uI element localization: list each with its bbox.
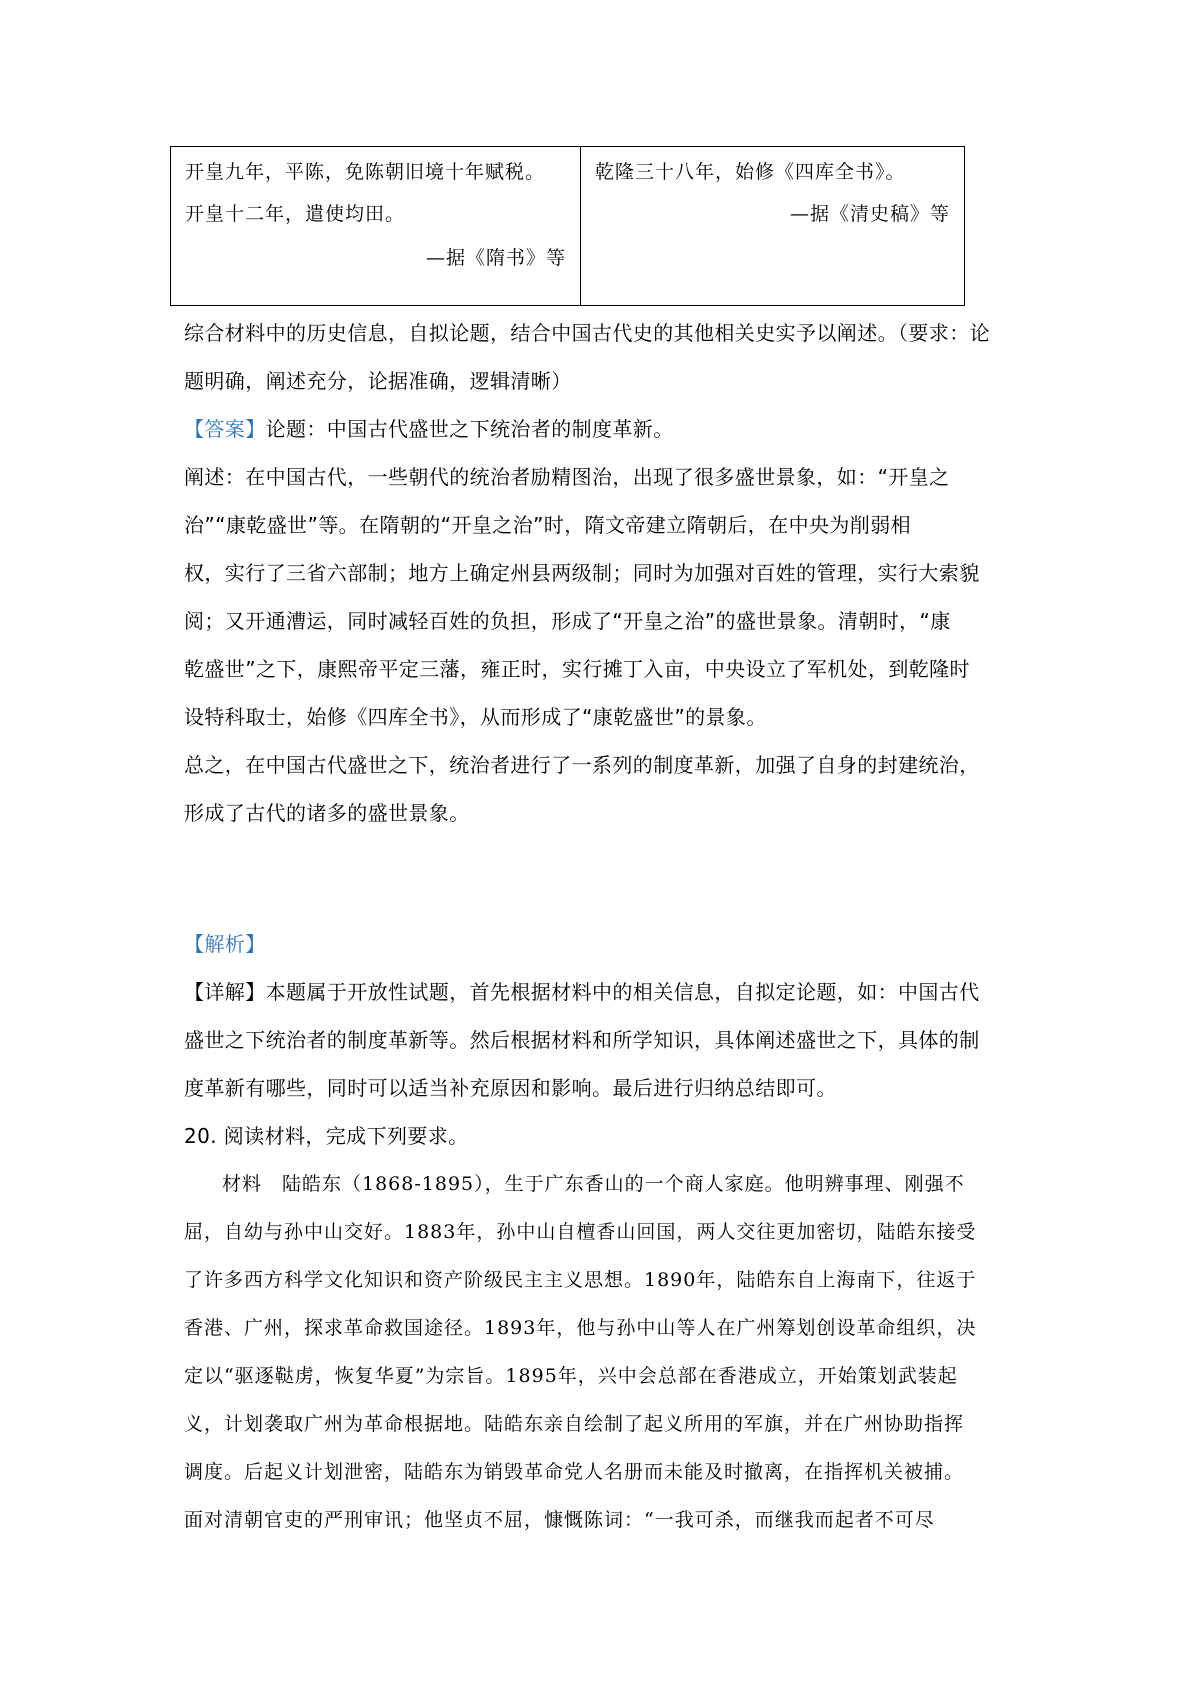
q20-material-line: 了许多西方科学文化知识和资产阶级民主主义思想。1890年，陆皓东自上海南下，往返于 xyxy=(184,1269,977,1291)
answer-tag: 【答案】 xyxy=(184,417,266,441)
qing-line-1: 乾隆三十八年，始修《四库全书》。 xyxy=(595,161,906,183)
detail-line: 盛世之下统治者的制度革新等。然后根据材料和所学知识，具体阐述盛世之下，具体的制 xyxy=(184,1028,980,1052)
q20-material-line: 面对清朝官吏的严刑审讯；他坚贞不屈，慷慨陈词：“一我可杀，而继我而起者不可尽 xyxy=(184,1509,935,1531)
answer-para1-line: 权，实行了三省六部制；地方上确定州县两级制；同时为加强对百姓的管理，实行大索貌 xyxy=(184,561,980,585)
detail-first-line xyxy=(184,968,1034,1016)
sui-line-1: 开皇九年，平陈，免陈朝旧境十年赋税。 xyxy=(185,161,546,183)
sui-line-2: 开皇十二年，遣使均田。 xyxy=(185,203,406,225)
qing-source: —据《清史稿》等 xyxy=(789,203,950,225)
answer-para1-line: 阐述：在中国古代，一些朝代的统治者励精图治，出现了很多盛世景象，如：“开皇之 xyxy=(184,465,950,489)
q20-material-line: 材料 陆皓东（1868-1895），生于广东香山的一个商人家庭。他明辨事理、刚强不 xyxy=(222,1173,965,1195)
answer-thesis: 论题：中国古代盛世之下统治者的制度革新。 xyxy=(265,417,674,441)
detail-first: 本题属于开放性试题，首先根据材料中的相关信息，自拟定论题，如：中国古代 xyxy=(265,980,980,1004)
sui-source: —据《隋书》等 xyxy=(425,247,566,269)
answer-para1-line: 乾盛世”之下，康熙帝平定三藩，雍正时，实行摊丁入亩，中央设立了军机处，到乾隆时 xyxy=(184,657,970,681)
answer-para1-line: 治”“康乾盛世”等。在隋朝的“开皇之治”时，隋文帝建立隋朝后，在中央为削弱相 xyxy=(184,513,912,537)
question-line-2: 题明确，阐述充分，论据准确，逻辑清晰） xyxy=(184,369,572,393)
question-text xyxy=(184,309,1034,405)
q20-material-line: 定以“驱逐鞑虏，恢复华夏”为宗旨。1895年，兴中会总部在香港成立，开始策划武装起 xyxy=(184,1365,958,1387)
answer-para2-line: 形成了古代的诸多的盛世景象。 xyxy=(184,801,470,825)
answer-block xyxy=(184,405,1034,837)
answer-para1-line: 阅；又开通漕运，同时减轻百姓的负担，形成了“开皇之治”的盛世景象。清朝时，“康 xyxy=(184,609,951,633)
question-line-1: 综合材料中的历史信息，自拟论题，结合中国古代史的其他相关史实予以阐述。（要求：论 xyxy=(184,321,990,345)
analysis-block xyxy=(184,920,1034,1160)
answer-thesis-line xyxy=(184,405,1034,453)
detail-tag: 【详解】 xyxy=(184,980,266,1004)
answer-para1-line: 设特科取士，始修《四库全书》，从而形成了“康乾盛世”的景象。 xyxy=(184,705,767,729)
question-20-title: 20. 阅读材料，完成下列要求。 xyxy=(184,1124,469,1148)
material-cell-sui xyxy=(171,147,581,305)
q20-material-line: 调度。后起义计划泄密，陆皓东为销毁革命党人名册而未能及时撤离，在指挥机关被捕。 xyxy=(184,1461,965,1483)
detail-line: 度革新有哪些，同时可以适当补充原因和影响。最后进行归纳总结即可。 xyxy=(184,1076,837,1100)
q20-material xyxy=(184,1160,1034,1544)
answer-para2-line: 总之，在中国古代盛世之下，统治者进行了一系列的制度革新，加强了自身的封建统治， xyxy=(184,753,980,777)
q20-material-line: 义，计划袭取广州为革命根据地。陆皓东亲自绘制了起义所用的军旗，并在广州协助指挥 xyxy=(184,1413,965,1435)
q20-material-line: 香港、广州，探求革命救国途径。1893年，他与孙中山等人在广州筹划创设革命组织，决 xyxy=(184,1317,977,1339)
q20-material-line: 屈，自幼与孙中山交好。1883年，孙中山自檀香山回国，两人交往更加密切，陆皓东接受 xyxy=(184,1221,977,1243)
material-cell-qing xyxy=(581,147,964,305)
analysis-tag-line xyxy=(184,920,1034,968)
analysis-tag: 【解析】 xyxy=(184,932,266,956)
material-table xyxy=(170,146,965,306)
